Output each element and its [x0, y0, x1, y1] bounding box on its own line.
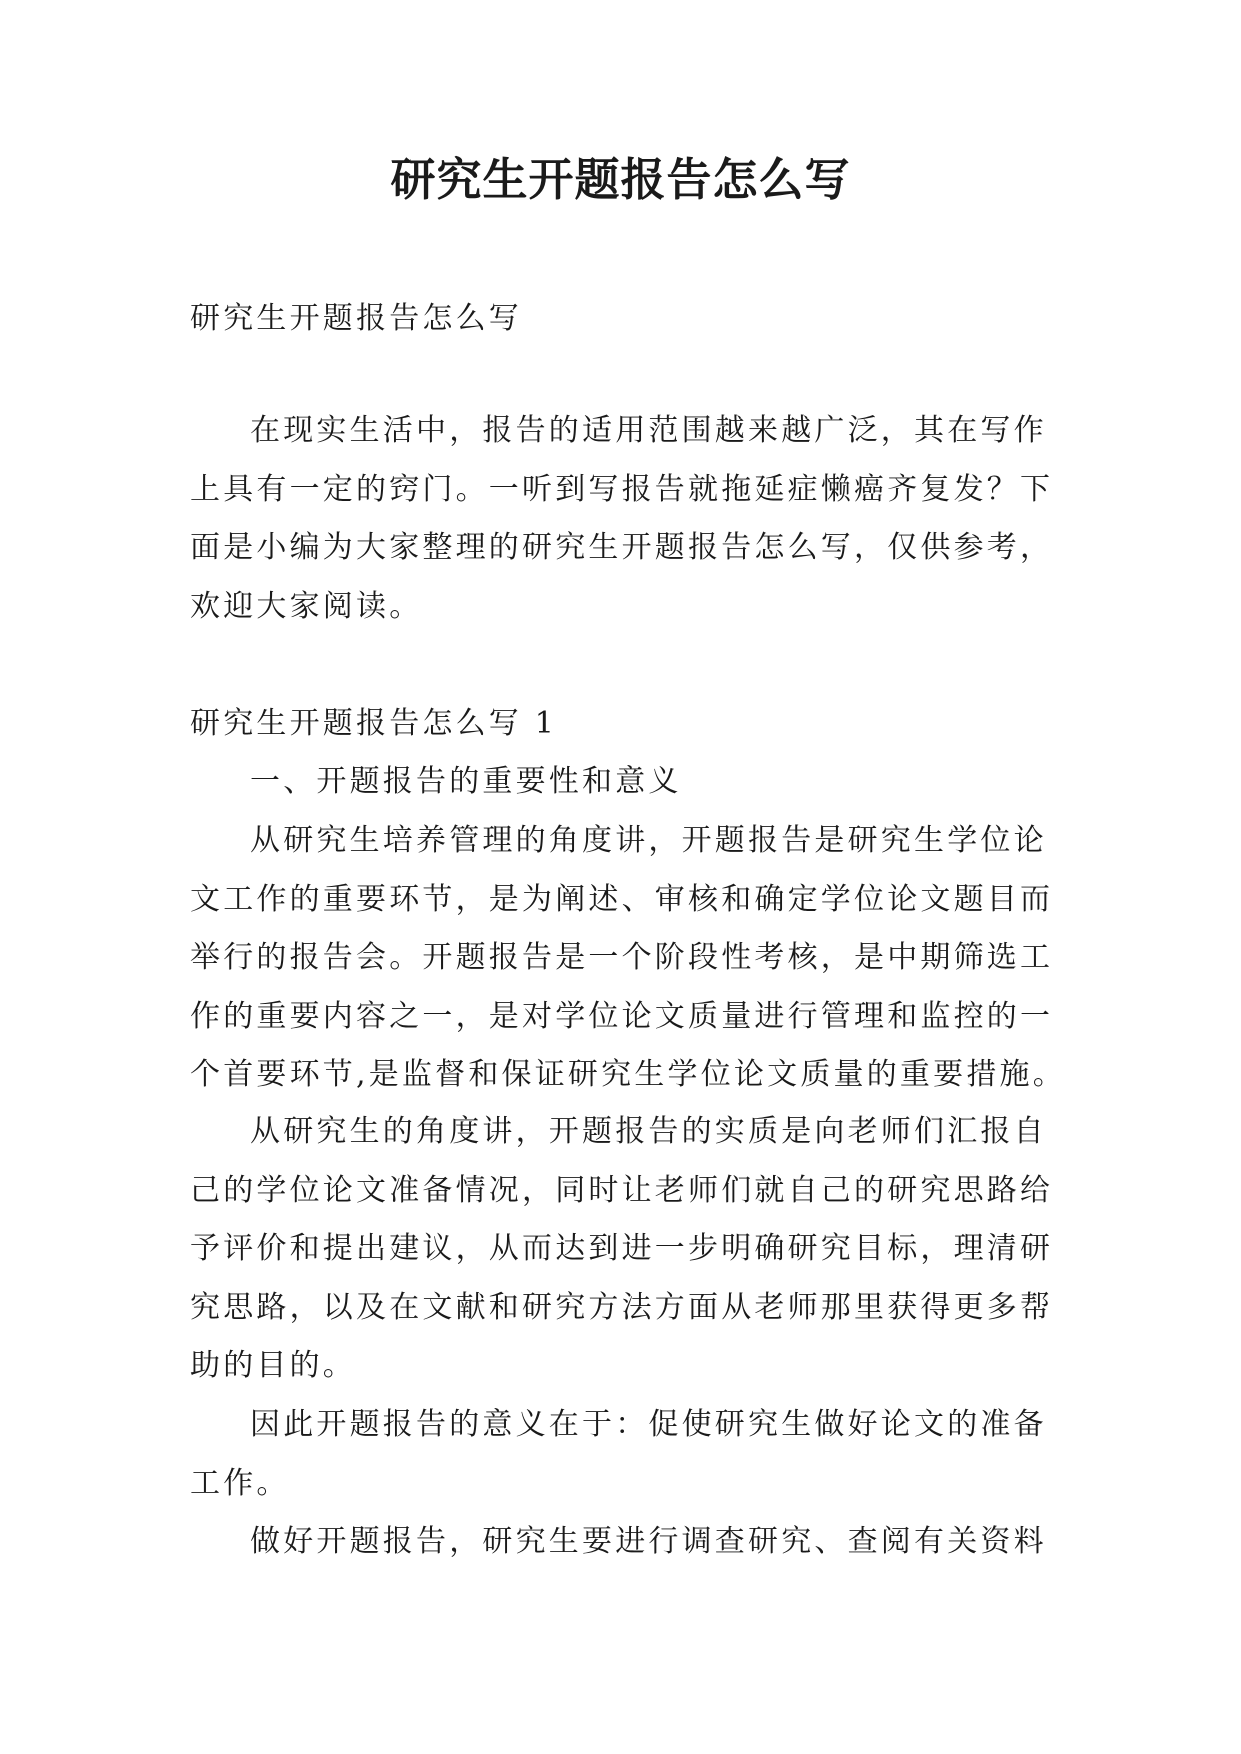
body-paragraph: 从研究生的角度讲，开题报告的实质是向老师们汇报自己的学位论文准备情况，同时让老师们就自己的研究思路给予评价和提出建议，从而达到进一步明确研究目标，理清研究思路，以及在文献和研究方法方面从老师那里获得更多帮助的目的。: [190, 1114, 1054, 1383]
document-title: 研究生开题报告怎么写: [390, 153, 851, 206]
intro-paragraph: 在现实生活中，报告的适用范围越来越广泛，其在写作上具有一定的窍门。一听到写报告就拖延症懒癌齐复发？下面是小编为大家整理的研究生开题报告怎么写，仅供参考，欢迎大家阅读。: [190, 413, 1054, 624]
body-paragraph: 从研究生培养管理的角度讲，开题报告是研究生学位论文工作的重要环节，是为阐述、审核和确定学位论文题目而举行的报告会。开题报告是一个阶段性考核，是中期筛选工作的重要内容之一，是对学位论文质量进行管理和监控的一个首要环节,是监督和保证研究生学位论文质量的重要措施。: [190, 823, 1066, 1092]
document-subtitle: 研究生开题报告怎么写: [190, 301, 522, 336]
body-paragraph: 做好开题报告，研究生要进行调查研究、查阅有关资料: [250, 1524, 1047, 1559]
section-heading: 一、开题报告的重要性和意义: [250, 764, 682, 799]
body-paragraph: 因此开题报告的意义在于：促使研究生做好论文的准备工作。: [190, 1407, 1047, 1501]
section-title: 研究生开题报告怎么写 1: [190, 706, 558, 741]
